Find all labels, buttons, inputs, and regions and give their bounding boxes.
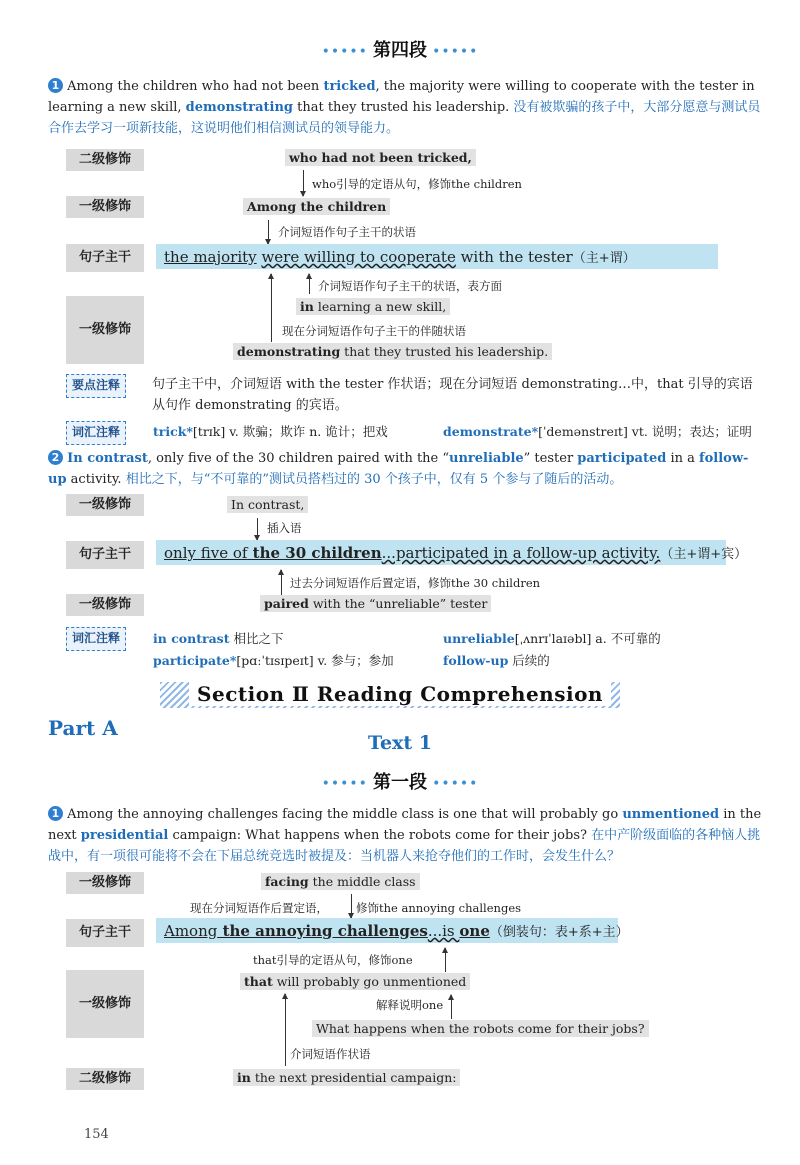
- label-level1: 一级修饰: [66, 494, 144, 516]
- main-text: with the tester: [455, 248, 573, 266]
- sentence-1: [48, 76, 764, 139]
- phrase-keyword: that: [244, 974, 273, 989]
- annotation: 现在分词短语作句子主干的伴随状语: [282, 324, 466, 338]
- vocab-item: [153, 651, 394, 669]
- vocab-item: [443, 422, 752, 440]
- sentence-text: that they trusted his leadership.: [293, 100, 514, 115]
- label-main-clause: 句子主干: [66, 541, 144, 569]
- annotation: 解释说明one: [376, 998, 444, 1012]
- annotation: 过去分词短语作后置定语，修饰the 30 children: [290, 576, 541, 590]
- annotation: 现在分词短语作后置定语，: [190, 901, 328, 915]
- annotation: who引导的定语从句，修饰the children: [312, 177, 522, 191]
- arrow-up: [309, 274, 310, 294]
- phrase-paired: [260, 595, 491, 612]
- structure-note: （主+谓+宾）: [660, 547, 748, 562]
- phrase-keyword: demonstrating: [237, 344, 341, 359]
- keyword: tricked: [323, 79, 376, 94]
- label-level1: 一级修饰: [66, 970, 144, 1038]
- arrow-up: [285, 994, 286, 1066]
- sentence-text: campaign: What happens when the robots come for their jobs?: [168, 828, 592, 843]
- arrow-up: [281, 570, 282, 596]
- arrow-up: [271, 274, 272, 342]
- heading-text: 第一段: [373, 772, 427, 793]
- arrow-down: [351, 894, 352, 918]
- label-main-clause: 句子主干: [66, 244, 144, 272]
- main-predicate: were willing to cooperate: [261, 248, 456, 266]
- vocab-word: participate*: [153, 653, 237, 668]
- sentence-text: in a: [666, 451, 700, 466]
- annotation: 介词短语作句子主干的状语，表方面: [318, 279, 502, 293]
- keyword: unmentioned: [622, 807, 720, 822]
- phrase-text: who had not been tricked,: [289, 150, 472, 165]
- arrow-up: [445, 948, 446, 972]
- vocab-def: 后续的: [508, 653, 550, 668]
- annotation: 介词短语作句子主干的状语: [278, 225, 416, 239]
- phrase-facing: [261, 873, 420, 890]
- phrase-text: learning a new skill,: [313, 299, 447, 314]
- page-number: 154: [84, 1127, 109, 1142]
- arrow-down: [257, 518, 258, 540]
- sentence-text: activity.: [66, 472, 126, 487]
- annotation: 插入语: [267, 521, 302, 535]
- arrow-up: [451, 995, 452, 1019]
- label-level2: 二级修饰: [66, 149, 144, 171]
- keyword: In contrast: [67, 451, 148, 466]
- vocab-tag: 词汇注释: [66, 627, 126, 651]
- arrow-down: [303, 170, 304, 196]
- vocab-item: [443, 629, 661, 647]
- vocab-word: unreliable: [443, 631, 515, 646]
- keyword: follow-up: [48, 451, 749, 487]
- label-level1: 一级修饰: [66, 872, 144, 894]
- sentence-1: [48, 804, 764, 867]
- dots-left: •••••: [321, 776, 368, 792]
- arrow-down: [268, 220, 269, 244]
- main-clause: [156, 244, 718, 269]
- vocab-item: [443, 651, 550, 669]
- phrase-text: the middle class: [308, 874, 416, 889]
- phrase-who: [285, 149, 476, 166]
- main-predicate: ...participated in: [381, 544, 508, 562]
- label-level2: 二级修饰: [66, 1068, 144, 1090]
- phrase-text: will probably go unmentioned: [272, 974, 467, 989]
- dots-right: •••••: [432, 776, 479, 792]
- phrase-keyword: in: [300, 299, 314, 314]
- key-points-tag: 要点注释: [66, 374, 126, 398]
- label-level1: 一级修饰: [66, 196, 144, 218]
- annotation: 修饰the annoying challenges: [356, 901, 522, 915]
- structure-note: （倒装句：表+系+主）: [489, 925, 629, 940]
- sentence-text: Among the annoying challenges facing the middle class is one that will probably go: [67, 807, 623, 822]
- phrase-demonstrating: [233, 343, 552, 360]
- dots-right: •••••: [432, 44, 479, 60]
- sentence-number: 1: [48, 78, 63, 93]
- section-title: Section Ⅱ Reading Comprehension: [189, 682, 611, 706]
- keyword: demonstrating: [185, 100, 293, 115]
- keyword: unreliable: [449, 451, 524, 466]
- phrase-text: the next presidential campaign:: [250, 1070, 457, 1085]
- vocab-item: [153, 422, 388, 440]
- phrase-keyword: facing: [265, 874, 309, 889]
- main-linking-verb: ...is: [427, 922, 460, 940]
- dots-left: •••••: [321, 44, 368, 60]
- annotation: that引导的定语从句，修饰one: [253, 953, 413, 967]
- sentence-number: 1: [48, 806, 63, 821]
- keyword: participated: [577, 451, 667, 466]
- annotation: 介词短语作状语: [290, 1047, 371, 1061]
- phrase-text: with the “unreliable” tester: [308, 596, 488, 611]
- main-subject: only five of: [164, 544, 248, 562]
- main-clause: [156, 540, 748, 565]
- sentence-translation: 相比之下，与“不可靠的”测试员搭档过的 30 个孩子中，仅有 5 个参与了随后的活动。: [125, 472, 623, 487]
- phrase-what: What happens when the robots come for their jobs?: [312, 1020, 649, 1037]
- sentence-translation: 没有被欺骗的孩子中，大部分愿意与测试员合作去学习一项新技能，这说明他们相信测试员的领导能力。: [48, 100, 761, 136]
- vocab-def: [pɑːˈtɪsɪpeɪt] v. 参与；参加: [236, 653, 394, 668]
- main-predicative: Among: [164, 922, 218, 940]
- phrase-text: that they trusted his leadership.: [340, 344, 549, 359]
- vocab-word: follow-up: [443, 653, 509, 668]
- label-level1: 一级修饰: [66, 296, 144, 364]
- main-clause: [156, 918, 629, 943]
- part-title: Part A: [48, 716, 118, 740]
- phrase-in: [233, 1069, 460, 1086]
- vocab-word: trick*: [153, 424, 193, 439]
- phrase-in: [296, 298, 450, 315]
- vocab-def: [ˈdemənstreɪt] vt. 说明；表达；证明: [538, 424, 752, 439]
- main-object: a follow-up activity.: [507, 544, 661, 562]
- section-banner: [0, 682, 800, 706]
- sentence-2: [48, 448, 764, 490]
- structure-note: （主+谓）: [572, 251, 636, 266]
- paragraph-heading: [0, 768, 800, 794]
- vocab-def: [ˌʌnrɪˈlaɪəbl] a. 不可靠的: [514, 631, 661, 646]
- main-subject-head: the 30 children: [247, 544, 382, 562]
- sentence-text: in the next: [48, 807, 762, 843]
- main-predicative-head: the annoying challenges: [217, 922, 428, 940]
- vocab-item: [153, 629, 283, 647]
- main-subject: one: [459, 922, 490, 940]
- phrase-in-contrast: In contrast,: [227, 496, 308, 513]
- sentence-text: , the majority were willing to cooperate with the tester in learning a new skill,: [48, 79, 755, 115]
- text-title: Text 1: [368, 732, 432, 754]
- heading-text: 第四段: [373, 40, 427, 61]
- vocab-word: in contrast: [153, 631, 230, 646]
- label-main-clause: 句子主干: [66, 919, 144, 947]
- key-points-text: 句子主干中，介词短语 with the tester 作状语；现在分词短语 demonstrating…中，that 引导的宾语从句作 demonstrating 的宾语。: [152, 377, 753, 413]
- vocab-word: demonstrate*: [443, 424, 539, 439]
- vocab-def: [trɪk] v. 欺骗；欺诈 n. 诡计；把戏: [192, 424, 388, 439]
- vocab-tag: 词汇注释: [66, 421, 126, 445]
- main-subject: the majority: [164, 248, 257, 266]
- phrase-that: [240, 973, 470, 990]
- sentence-text: Among the children who had not been: [67, 79, 324, 94]
- paragraph-heading: [0, 36, 800, 62]
- keyword: presidential: [80, 828, 169, 843]
- sentence-number: 2: [48, 450, 63, 465]
- sentence-translation: 在中产阶级面临的各种恼人挑战中，有一项很可能将不会在下届总统竞选时被提及：当机器人来抢夺他们的工作时，会发生什么？: [48, 828, 761, 864]
- sentence-text: ” tester: [523, 451, 578, 466]
- phrase-keyword: in: [237, 1070, 251, 1085]
- phrase-among: Among the children: [243, 198, 390, 215]
- phrase-keyword: paired: [264, 596, 309, 611]
- sentence-text: , only five of the 30 children paired with the “: [147, 451, 450, 466]
- label-level1: 一级修饰: [66, 594, 144, 616]
- vocab-def: 相比之下: [229, 631, 284, 646]
